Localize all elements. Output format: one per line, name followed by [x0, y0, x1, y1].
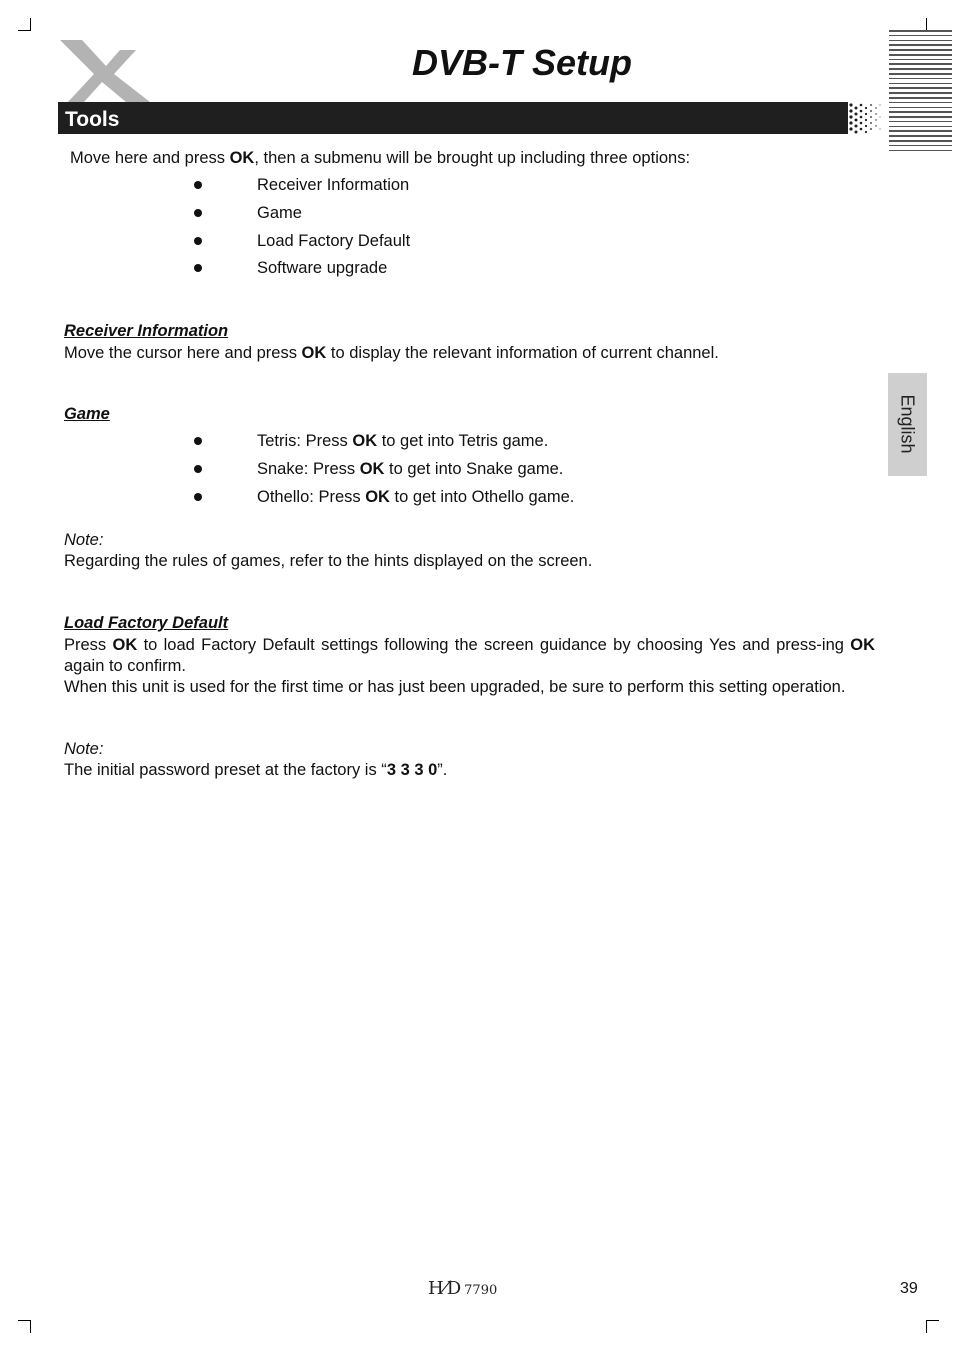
load-factory-paragraph-1: Press OK to load Factory Default settings following the screen guidance by choosing Yes and press-ing OK again to confirm. — [64, 636, 875, 675]
x-logo-icon — [54, 38, 164, 104]
crop-mark-top-left — [18, 18, 31, 31]
halftone-dots-icon — [840, 102, 882, 134]
game-item-snake: Snake: Press OK to get into Snake game. — [257, 460, 564, 478]
game-note-text: Regarding the rules of games, refer to the hints displayed on the screen. — [64, 552, 593, 570]
bullet-icon — [194, 493, 202, 501]
crop-mark-bottom-left — [18, 1320, 31, 1333]
submenu-option: Load Factory Default — [257, 232, 411, 250]
note-label: Note: — [64, 531, 104, 549]
page-title: DVB-T Setup — [412, 42, 632, 83]
decorative-stripes — [889, 30, 952, 158]
crop-mark-bottom-right — [926, 1320, 939, 1333]
game-item-tetris: Tetris: Press OK to get into Tetris game. — [257, 432, 549, 450]
note-label: Note: — [64, 740, 104, 758]
submenu-option: Game — [257, 204, 302, 222]
bullet-icon — [194, 237, 202, 245]
intro-text: Move here and press OK, then a submenu will be brought up including three options: — [70, 149, 691, 167]
section-bar — [58, 102, 848, 134]
heading-receiver-information: Receiver Information — [64, 322, 229, 340]
game-item-othello: Othello: Press OK to get into Othello game. — [257, 488, 575, 506]
submenu-option: Receiver Information — [257, 176, 410, 194]
bullet-icon — [194, 437, 202, 445]
heading-load-factory-default: Load Factory Default — [64, 614, 229, 632]
bullet-icon — [194, 209, 202, 217]
bullet-icon — [194, 465, 202, 473]
receiver-information-text: Move the cursor here and press OK to display the relevant information of current channel. — [64, 344, 719, 362]
bullet-icon — [194, 264, 202, 272]
load-factory-paragraph-2: When this unit is used for the first time or has just been upgraded, be sure to perform this setting operation. — [64, 678, 846, 696]
heading-game: Game — [64, 405, 110, 423]
model-logo: H⁄D 7790 — [428, 1278, 498, 1299]
password-note-text: The initial password preset at the factory is “3 3 3 0”. — [64, 761, 448, 779]
page-number: 39 — [900, 1280, 918, 1297]
bullet-icon — [194, 181, 202, 189]
section-title-tools: Tools — [65, 108, 120, 131]
submenu-option: Software upgrade — [257, 259, 388, 277]
language-tab-label: English — [897, 394, 918, 454]
